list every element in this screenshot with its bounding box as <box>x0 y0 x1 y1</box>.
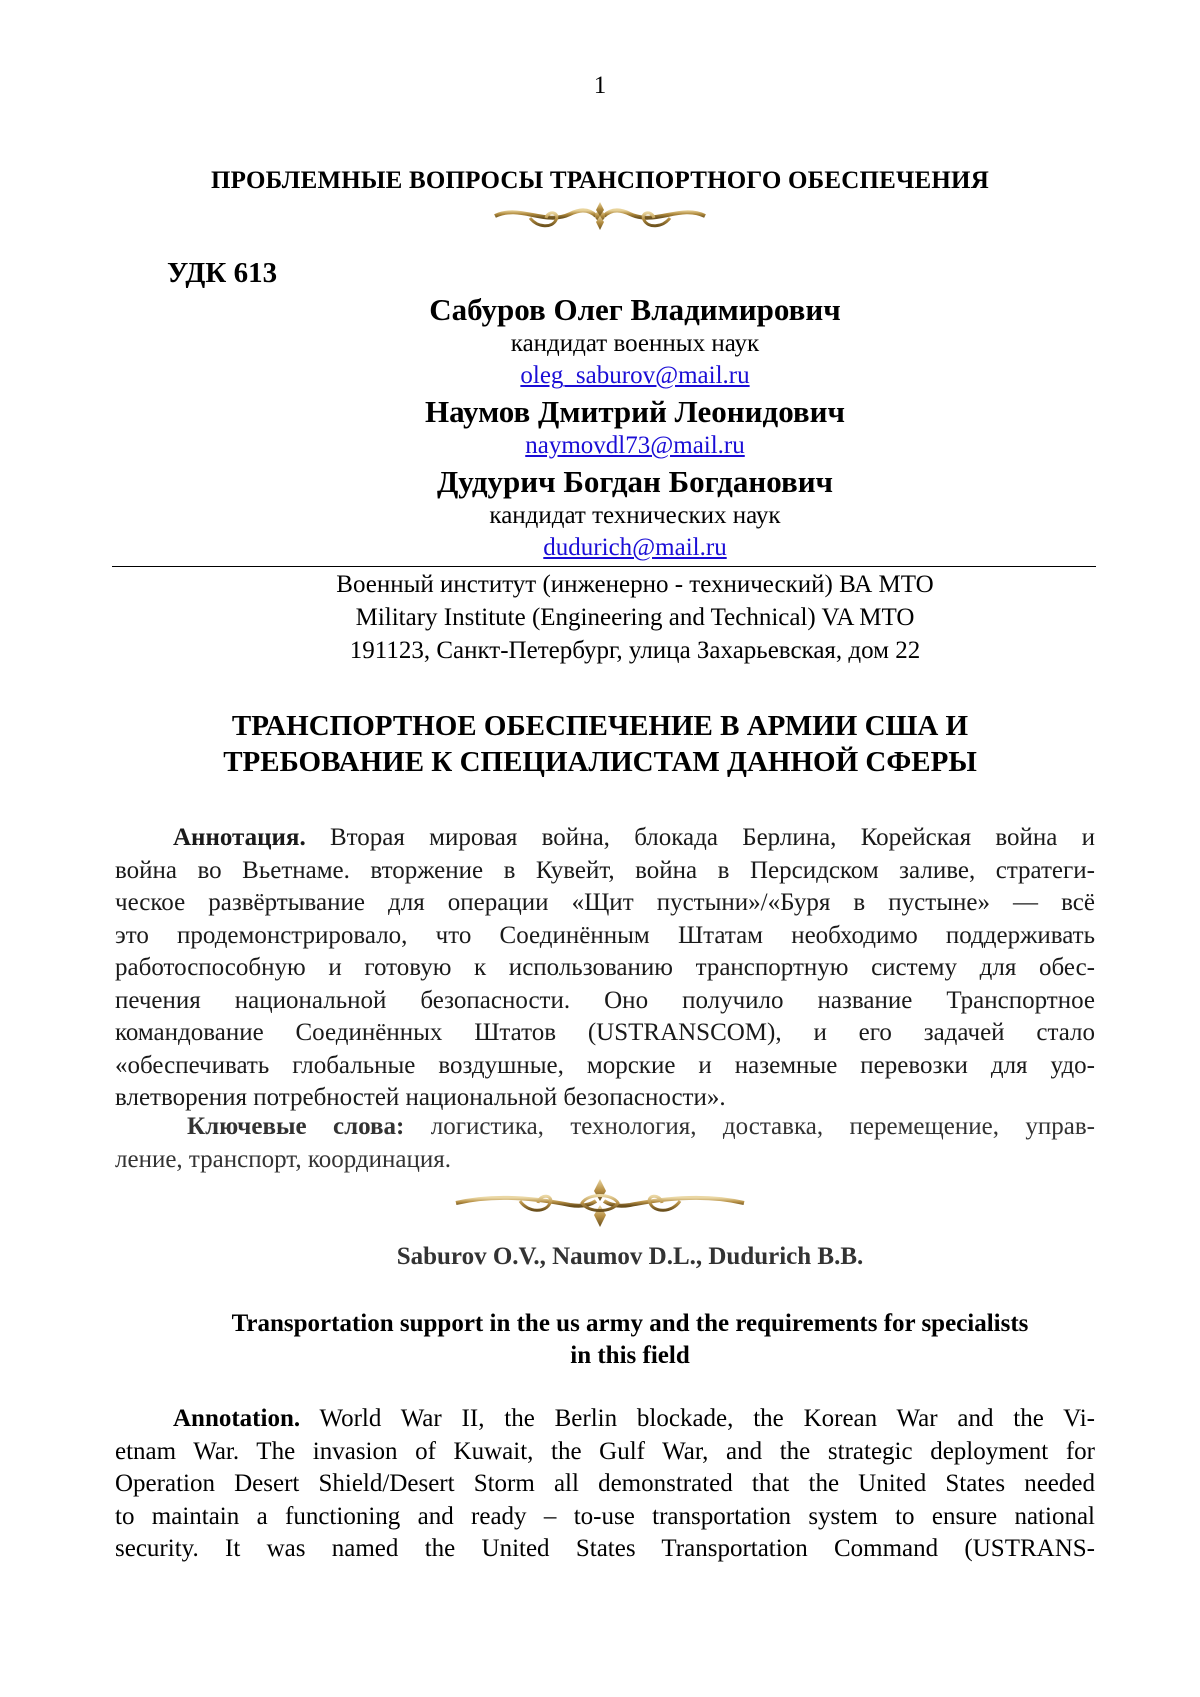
flourish-icon <box>490 196 710 236</box>
author-degree: кандидат военных наук <box>510 330 760 357</box>
annotation-text: security. It was named the United States Transportation Command (USTRANS- <box>115 1535 1095 1562</box>
institution-line: Военный институт (инженерно - технический) ВА МТО <box>336 571 934 598</box>
keywords <box>115 1111 1095 1176</box>
authors-block <box>200 292 1070 564</box>
flourish-icon <box>450 1175 750 1231</box>
annotation-text: это продемонстрировало, что Соединённым Штатам необходимо поддерживать <box>115 921 1095 949</box>
annotation-ru <box>115 822 1095 1115</box>
annotation-text: командование Соединённых Штатов (USTRANSCOM), и его задачей стало <box>115 1019 1095 1046</box>
author-email-link[interactable]: oleg_saburov@mail.ru <box>520 362 750 389</box>
title-line: ТРЕБОВАНИЕ К СПЕЦИАЛИСТАМ ДАННОЙ СФЕРЫ <box>223 746 977 778</box>
article-title-en <box>170 1308 1090 1372</box>
annotation-text: World War II, the Berlin blockade, the Korean War and the Vi- <box>300 1405 1095 1432</box>
institution-address: 191123, Санкт-Петербург, улица Захарьевская, дом 22 <box>349 637 921 664</box>
institution-block <box>200 568 1070 667</box>
annotation-text: Operation Desert Shield/Desert Storm all demonstrated that the United States needed <box>115 1470 1095 1497</box>
annotation-en <box>115 1403 1095 1566</box>
annotation-text: «обеспечивать глобальные воздушные, морские и наземные перевозки для удо- <box>115 1051 1095 1079</box>
page-number: 1 <box>593 72 607 99</box>
ornament-divider-middle <box>0 1175 1200 1236</box>
horizontal-rule <box>112 566 1096 567</box>
author-name: Сабуров Олег Владимирович <box>429 292 841 327</box>
author-name: Наумов Дмитрий Леонидович <box>424 394 846 429</box>
annotation-text: Вторая мировая война, блокада Берлина, Корейская война и <box>305 824 1095 851</box>
title-line: Transportation support in the us army and the requirements for specialists <box>231 1310 1029 1337</box>
ornament-divider-top <box>0 196 1200 241</box>
keywords-label: Ключевые слова: <box>187 1113 405 1140</box>
annotation-text: etnam War. The invasion of Kuwait, the Gulf War, and the strategic deployment for <box>115 1437 1095 1465</box>
title-line: in this field <box>570 1342 690 1369</box>
annotation-text: работоспособную и готовую к использованию транспортную систему для обес- <box>115 954 1095 981</box>
annotation-label: Аннотация. <box>173 824 306 851</box>
author-name: Дудурич Богдан Богданович <box>436 464 834 499</box>
institution-line: Military Institute (Engineering and Technical) VA MTO <box>355 604 915 631</box>
keywords-text: логистика, технология, доставка, перемещение, управ- <box>404 1113 1095 1140</box>
annotation-text: ческое развёртывание для операции «Щит пустыни»/«Буря в пустыне» — всё <box>115 889 1095 916</box>
udk-code: УДК 613 <box>167 257 278 289</box>
annotation-label: Annotation. <box>173 1405 301 1432</box>
annotation-text: to maintain a functioning and ready – to-use transportation system to ensure national <box>115 1502 1095 1530</box>
keywords-text: ление, транспорт, координация. <box>115 1145 451 1173</box>
annotation-text: печения национальной безопасности. Оно получило название Транспортное <box>115 986 1095 1014</box>
annotation-text: война во Вьетнаме. вторжение в Кувейт, война в Персидском заливе, стратеги- <box>115 856 1095 884</box>
annotation-text: влетворения потребностей национальной безопасности». <box>115 1084 726 1111</box>
section-title: ПРОБЛЕМНЫЕ ВОПРОСЫ ТРАНСПОРТНОГО ОБЕСПЕЧЕНИЯ <box>211 167 989 194</box>
author-degree: кандидат технических наук <box>489 502 781 529</box>
author-email-link[interactable]: dudurich@mail.ru <box>543 534 727 561</box>
authors-en: Saburov O.V., Naumov D.L., Dudurich B.B. <box>396 1243 864 1270</box>
article-title-ru <box>150 708 1050 780</box>
title-line: ТРАНСПОРТНОЕ ОБЕСПЕЧЕНИЕ В АРМИИ США И <box>231 710 969 742</box>
author-email-link[interactable]: naymovdl73@mail.ru <box>525 432 745 459</box>
